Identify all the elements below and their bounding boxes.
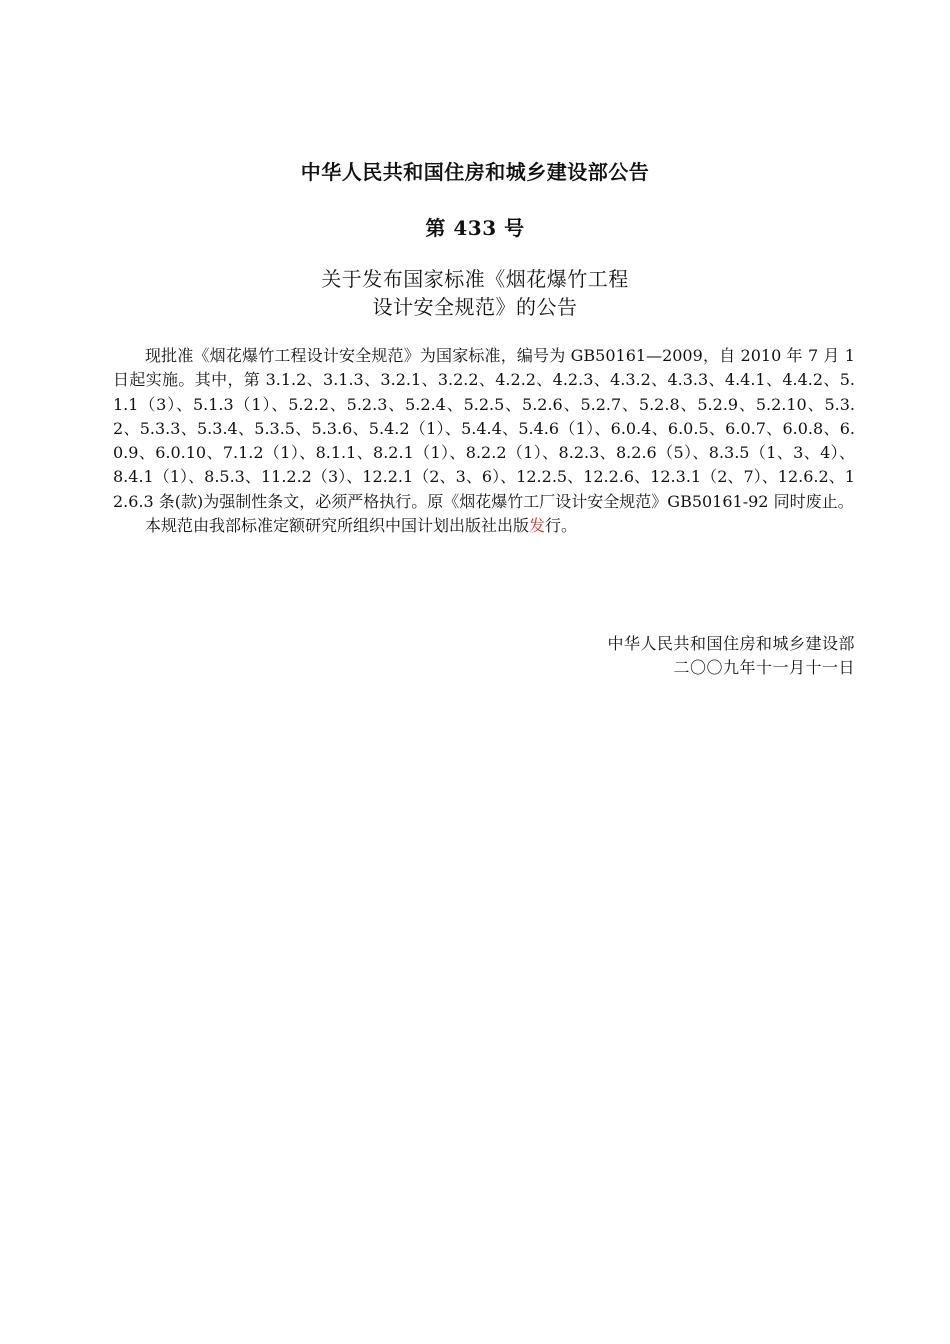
announcement-title: 中华人民共和国住房和城乡建设部公告 — [300, 160, 650, 184]
paragraph-2-text-start: 本规范由我部标准定额研究所组织中国计划出版社出版 — [145, 516, 530, 536]
body-paragraph-2 — [113, 514, 855, 538]
body-paragraph-1: 现批准《烟花爆竹工程设计安全规范》为国家标准，编号为 GB50161—2009，自 2010 年 7 月 1 日起实施。其中，第 3.1.2、3.1.3、3.2.1、3.2.2、4.2.2、4.2.3、4.3.2、4.3.3、4.4.1、4.4.2、5.1.1（3）、5.1.3（1）、5.2.2、5.2.3、5.2.4、5.2.5、5.2.6、5.2.7、5.2.8、5.2.9、5.2.10、5.3.2、5.3.3、5.3.4、5.3.5、5.3.6、5.4.2（1）、5.4.4、5.4.6（1）、6.0.4、6.0.5、6.0.7、6.0.8、6.0.9、6.0.10、7.1.2（1）、8.1.1、8.2.1（1）、8.2.2（1）、8.2.3、8.2.6（5）、8.3.5（1、3、4）、8.4.1（1）、8.5.3、11.2.2（3）、12.2.1（2、3、6）、12.2.5、12.2.6、12.3.1（2、7）、12.6.2、12.6.3 条(款)为强制性条文，必须严格执行。原《烟花爆竹工厂设计安全规范》GB50161-92 同时废止。 — [113, 346, 855, 511]
subtitle-line-1: 关于发布国家标准《烟花爆竹工程 — [321, 267, 629, 291]
paragraph-2-text-end: 行。 — [545, 516, 578, 536]
announcement-number: 第 433 号 — [425, 216, 525, 240]
signature-date: 二〇〇九年十一月十一日 — [673, 658, 855, 677]
announcement-body — [113, 344, 855, 538]
subtitle-line-2: 设计安全规范》的公告 — [372, 295, 578, 319]
paragraph-2-highlighted-char: 发 — [529, 516, 546, 536]
signature-issuer: 中华人民共和国住房和城乡建设部 — [607, 634, 855, 653]
